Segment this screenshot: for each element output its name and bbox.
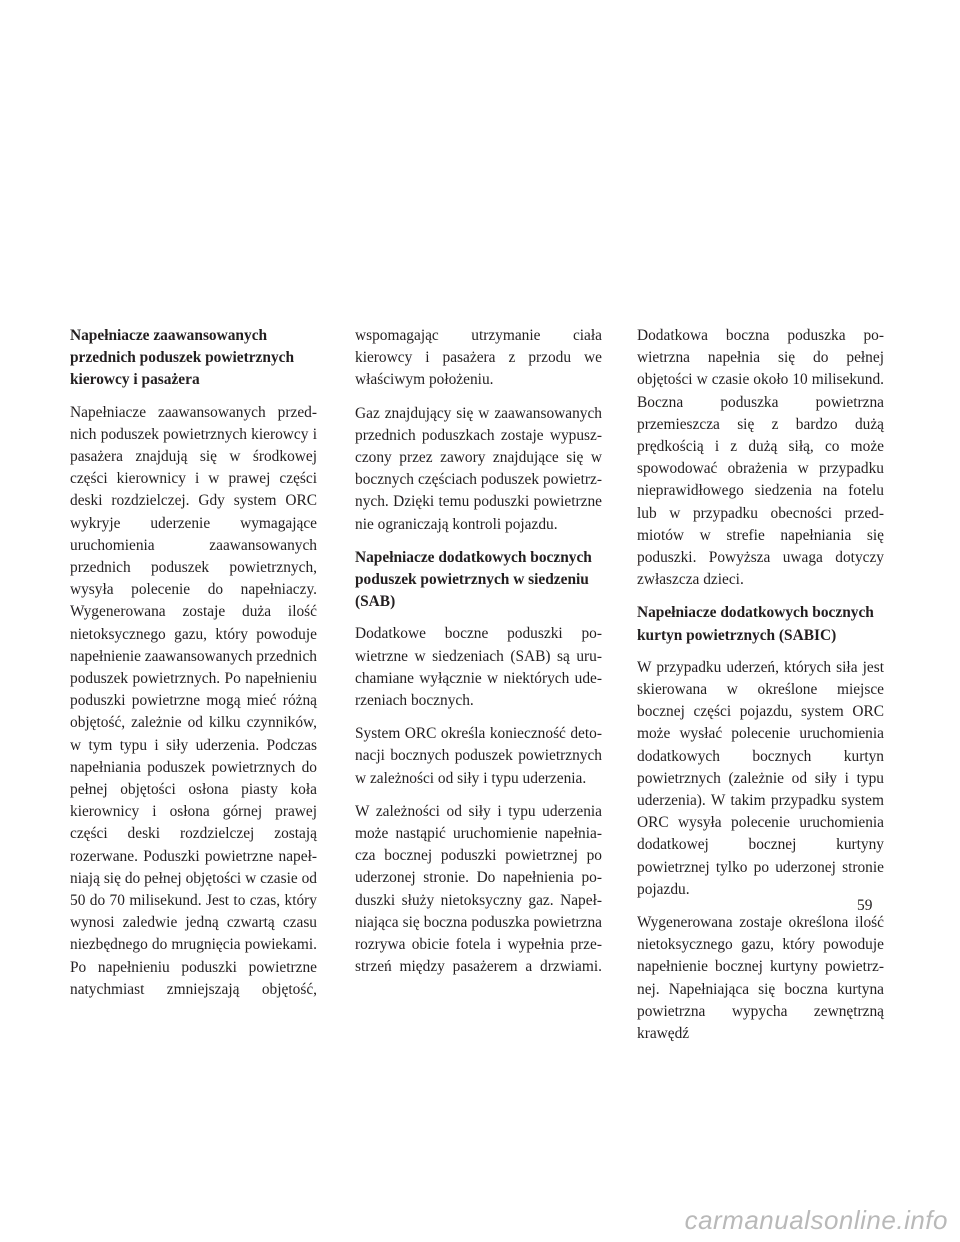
paragraph: Napełniacze zaawansowanych przednich poduszek powietrznych kierowcy i pasażera znajdują się w środkowej części kierownicy i w prawej części deski rozdzielczej. Gdy system ORC wykryje uderzenie wymagające uruchomienia zaawansowanych przednich poduszek powietrznych, wysyła polecenie do napełniaczy. Wygenerowana zostaje duża ilość nietoksycznego gazu, który powoduje napełnienie zaawansowanych przednich poduszek powietrznych. Po napełnieniu poduszki powietrzne mogą mieć różną objętość, zależnie od kilku czynników, w tym typu i siły uderzenia. Podczas napełniania poduszek powietrznych do pełnej objętości osłona piasty koła kierownicy i osłona górnej prawej części deski rozdzielczej zostają rozerwane. Poduszki powietrzne napełniają się do pełnej objętości w czasie od 50 do 70 milisekund. Jest to czas, który wynosi zaledwie jedną czwartą czasu niezbędnego do mrugnięcia powiekami. Po napełnieniu poduszki powietrzne natychmiast zmniejszają objętość, [70,403,317,998]
page-number: 59 [857,897,873,914]
paragraph: System ORC określa konieczność detonacji bocznych poduszek powietrznych w zależności od siły i typu uderzenia. [355,725,602,787]
paragraph: W przypadku uderzeń, których siła jest skierowana w określone miejsce bocznej części pojazdu, system ORC może wysłać polecenie uruchomienia dodatkowych bocznych kurtyn powietrznych (zależnie od siły i typu uderzenia). W takim przypadku system ORC wysyła polecenie uruchomienia dodatkowej bocznej kurtyny powietrznej tylko po uderzonej stronie pojazdu. [637,658,884,898]
paragraph: Gaz znajdujący się w zaawansowanych przednich poduszkach zostaje wypuszczony przez zawory znajdujące się w bocznych częściach poduszek powietrznych. Dzięki temu poduszki powietrzne nie ograniczają kontroli pojazdu. [355,404,602,533]
section-heading-front-airbag-inflators: Napełniacze zaawansowanych przednich poduszek powietrznych kierowcy i pasażera [70,327,295,389]
paragraph: Wygenerowana zostaje określona ilość nietoksycznego gazu, który powoduje napełnienie bocznej kurtyny powietrznej. Napełniająca się boczna kurtyna powietrzna wypycha zewnętrzną krawędź [637,914,884,1043]
paragraph: wspomagając utrzymanie ciała kierowcy i pasażera z przodu we właściwym położeniu. [355,327,602,389]
paragraph: Dodatkowa boczna poduszka powietrzna napełnia się do pełnej objętości w czasie około 10 milisekund. Boczna poduszka powietrzna przemieszcza się z bardzo dużą prędkością i z dużą siłą, co może spowodować obrażenia w przypadku nieprawidłowego siedzenia na fotelu lub w przypadku obecności przedmiotów w strefie napełniania się poduszki. Powyższa uwaga dotyczy zwłaszcza dzieci. [637,327,884,589]
text-column-right [637,325,884,1056]
text-column-left [70,325,317,1012]
watermark-logo: carmanualsonline.info [684,1205,948,1235]
text-column-middle [355,325,602,989]
section-heading-sab-inflators: Napełniacze dodatkowych bocznych poduszek powietrznych w siedzeniu (SAB) [355,548,592,611]
section-heading-sabic-inflators: Napełniacze dodatkowych bocznych kurtyn powietrznych (SABIC) [637,604,874,644]
paragraph: W zależności od siły i typu uderzenia może nastąpić uruchomienie napełniacza bocznej poduszki powietrznej po uderzonej stronie. Do napełnienia poduszki służy nietoksyczny gaz. Napełniająca się boczna poduszka powietrzna rozrywa obicie fotela i wypełnia przestrzeń między pasażerem a drzwiami. [355,802,602,976]
paragraph: Dodatkowe boczne poduszki powietrzne w siedzeniach (SAB) są uruchamiane wyłącznie w niektórych uderzeniach bocznych. [355,625,602,710]
